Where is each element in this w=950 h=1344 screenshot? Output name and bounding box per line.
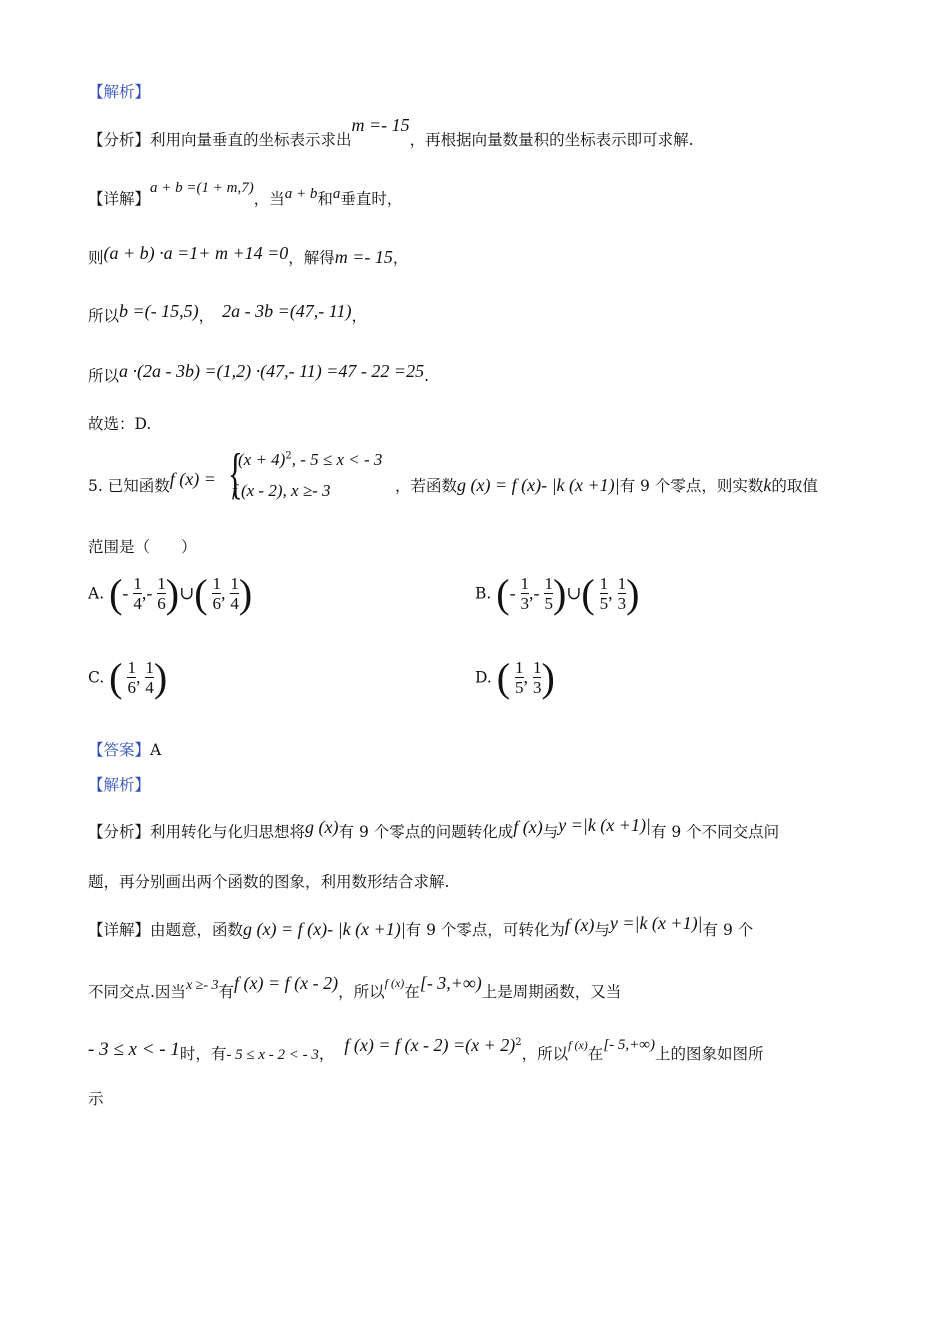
q5-an-g: g (x) xyxy=(305,817,339,837)
q4-analysis-line xyxy=(88,115,694,151)
frac: 1 xyxy=(212,574,221,593)
case1-cond: , - 5 ≤ x < - 3 xyxy=(291,450,383,469)
frac: 1 xyxy=(133,574,142,593)
q4-analysis-pre: 利用向量垂直的坐标表示求出 xyxy=(150,131,352,149)
q5-de2-t4: 在 xyxy=(404,983,420,1001)
q4-detail-line-1 xyxy=(88,180,403,211)
q4-d1-math3: a xyxy=(332,186,341,202)
q5-de3-sup: 2 xyxy=(515,1037,522,1048)
q4-d3-t2: ， xyxy=(198,307,215,325)
q4-d2-math2: m =- 15 xyxy=(334,247,393,267)
jiexi-label-2: 【解析】 xyxy=(88,776,151,794)
q5-de2-m2: f (x) = f (x - 2) xyxy=(234,973,339,993)
q5-de2-m1: x ≥- 3 xyxy=(185,978,219,993)
q5-detail-line-3 xyxy=(88,1035,764,1066)
frac: 4 xyxy=(145,678,154,697)
frac: 6 xyxy=(157,594,166,613)
q4-d1-math1: a + b =(1 + m,7) xyxy=(150,180,254,196)
q4-d4-t2: . xyxy=(424,367,430,385)
frac: 1 xyxy=(145,658,154,677)
q5-de2-t1: 不同交点.因当 xyxy=(88,983,186,1001)
q5-de3-t2: ， xyxy=(318,1045,335,1064)
frac: 5 xyxy=(599,594,609,613)
case1-sup: 2 xyxy=(285,450,292,462)
q5-an-f: f (x) xyxy=(513,817,543,837)
q5-de2-m3: f (x) xyxy=(384,976,405,990)
option-C-label: C. xyxy=(88,668,105,687)
frac: 4 xyxy=(230,594,239,613)
q4-d3-math1: b =(- 15,5) xyxy=(119,301,199,321)
q5-detail-line-2 xyxy=(88,973,622,1005)
q5-de2-m4: [- 3,+∞) xyxy=(419,973,482,993)
xiangjie-label-2: 【详解】 xyxy=(88,921,151,939)
frac: 1 xyxy=(515,658,524,677)
frac: 1 xyxy=(520,574,530,593)
frac: 1 xyxy=(157,574,166,593)
piecewise-case-2 xyxy=(232,481,331,501)
q5-de3-m4: f (x) xyxy=(568,1038,588,1053)
q5-de1-t3: 与 xyxy=(594,921,610,939)
q5-stem-mid: ，若函数 xyxy=(395,477,458,495)
daan-label: 【答案】 xyxy=(88,741,151,759)
q5-k: k xyxy=(763,475,772,495)
q4-detail-line-3 xyxy=(88,301,367,327)
frac: 1 xyxy=(544,574,553,593)
q4-analysis-post: ，再根据向量数量积的坐标表示即可求解. xyxy=(409,131,694,149)
q4-d4-math1: a ·(2a - 3b) =(1,2) ·(47,- 11) =47 - 22 =25 xyxy=(119,361,425,381)
q5-stem-pre: 5. 已知函数 xyxy=(88,477,170,495)
q4-d1-math2: a + b xyxy=(284,186,318,202)
q5-detail-line-1 xyxy=(88,913,754,941)
q5-stem-post: 有 9 个零点，则实数 xyxy=(619,477,764,495)
q5-de3-t4: 在 xyxy=(587,1045,604,1064)
q5-an-t4: 有 9 个不同交点问 xyxy=(650,823,780,841)
q5-de3-m3: f (x) = f (x - 2) =(x + 2) xyxy=(344,1035,516,1056)
option-A-label: A. xyxy=(88,584,105,603)
frac: 4 xyxy=(133,594,142,613)
q4-d2-math1: (a + b) ·a =1+ m +14 =0 xyxy=(103,243,289,263)
q4-detail-line-4 xyxy=(88,361,430,387)
frac: 3 xyxy=(532,678,542,697)
frac: 1 xyxy=(617,574,627,593)
q5-de1-f: f (x) xyxy=(564,915,595,935)
q5-de3-t3: ，所以 xyxy=(521,1045,569,1064)
frac: 6 xyxy=(212,594,221,613)
frac: 1 xyxy=(532,658,542,677)
q5-an-y: y =|k (x +1)| xyxy=(558,815,651,835)
frac: 6 xyxy=(127,678,136,697)
q5-analysis-line-2: 题，再分别画出两个函数的图象，利用数形结合求解. xyxy=(88,873,450,891)
fenxi-label: 【分析】 xyxy=(88,131,151,149)
option-D-label: D. xyxy=(475,668,492,687)
q5-analysis-line-1 xyxy=(88,815,780,843)
q5-de3-m5: [- 5,+∞) xyxy=(603,1037,655,1054)
jiexi-label: 【解析】 xyxy=(88,83,151,101)
q5-de1-y: y =|k (x +1)| xyxy=(609,913,703,933)
q5-f-def: f (x) = xyxy=(169,469,216,489)
option-B-label: B. xyxy=(475,584,492,603)
answer-line xyxy=(88,739,161,761)
piecewise-brace: { xyxy=(228,443,243,505)
frac: 3 xyxy=(520,594,530,613)
q5-stem-end: 的取值 xyxy=(771,477,818,495)
q4-d1-t3: 垂直时， xyxy=(340,190,403,208)
q4-analysis-math: m =- 15 xyxy=(351,115,410,135)
q5-an-t3: 与 xyxy=(542,823,559,841)
option-A[interactable]: A. (- $\frac{1}{4}$ ,- $\frac{1}{6}$ )∪( $\frac{1}{6}$ , $\frac{1}{4}$ ) xyxy=(88,571,253,616)
q5-de3-m2: - 5 ≤ x - 2 < - 3 xyxy=(226,1047,319,1064)
q4-d2-t3: ， xyxy=(392,249,409,267)
q4-d2-t2: ，解得 xyxy=(288,249,335,267)
q5-de1-t4: 有 9 个 xyxy=(702,921,754,939)
q5-de3-t1: 时，有 xyxy=(179,1045,227,1064)
frac: 5 xyxy=(515,678,524,697)
q4-d1-t1: ，当 xyxy=(253,190,285,208)
q4-d3-t1: 所以 xyxy=(88,307,120,325)
xiangjie-label: 【详解】 xyxy=(88,190,151,208)
q5-stem-rest xyxy=(395,474,818,497)
q5-de1-g: g (x) = f (x)- |k (x +1)| xyxy=(243,919,406,939)
q5-de3-t5: 上的图象如图所 xyxy=(654,1045,764,1064)
q5-de1-t2: 有 9 个零点，可转化为 xyxy=(405,921,565,939)
case2-expr: f (x - 2), x ≥- 3 xyxy=(232,481,331,500)
q4-detail-line-2 xyxy=(88,243,409,269)
q5-g-def: g (x) = f (x)- |k (x +1)| xyxy=(457,475,620,495)
answer-value: A xyxy=(150,741,162,759)
frac: 1 xyxy=(599,574,609,593)
q5-detail-line-4: 示 xyxy=(88,1090,104,1108)
option-B[interactable]: B. (- $\frac{1}{3}$ ,- $\frac{1}{5}$ )∪( $\frac{1}{5}$ , $\frac{1}{3}$ ) xyxy=(475,571,640,616)
frac: 1 xyxy=(127,658,136,677)
option-C[interactable]: C. ( $\frac{1}{6}$ , $\frac{1}{4}$ ) xyxy=(88,655,168,700)
q4-d1-t2: 和 xyxy=(317,190,333,208)
option-D[interactable]: D. ( $\frac{1}{5}$ , $\frac{1}{3}$ ) xyxy=(475,655,555,700)
frac: 1 xyxy=(230,574,239,593)
q5-de2-t3: ，所以 xyxy=(338,983,385,1001)
q5-de1-t1: 由题意，函数 xyxy=(150,921,244,939)
q5-stem-line xyxy=(88,469,216,497)
q4-d2-t1: 则 xyxy=(88,249,104,267)
q5-de2-t5: 上是周期函数，又当 xyxy=(481,983,622,1001)
q4-choice: 故选：D. xyxy=(88,415,152,433)
q5-an-t1: 利用转化与化归思想将 xyxy=(150,823,306,841)
fenxi-label-2: 【分析】 xyxy=(88,823,151,841)
frac: 3 xyxy=(617,594,627,613)
q4-d3-t3: ， xyxy=(351,307,367,325)
q5-de2-t2: 有 xyxy=(218,983,235,1001)
q4-d3-math2: 2a - 3b =(47,- 11) xyxy=(222,301,352,321)
q5-stem-line-2: 范围是（ ） xyxy=(88,538,197,556)
q5-de3-m1: - 3 ≤ x < - 1 xyxy=(88,1039,180,1061)
piecewise-case-1 xyxy=(238,450,382,470)
q4-d4-t1: 所以 xyxy=(88,367,120,385)
frac: 5 xyxy=(544,594,553,613)
case1-expr: (x + 4) xyxy=(238,450,286,469)
q5-an-t2: 有 9 个零点的问题转化成 xyxy=(338,823,514,841)
